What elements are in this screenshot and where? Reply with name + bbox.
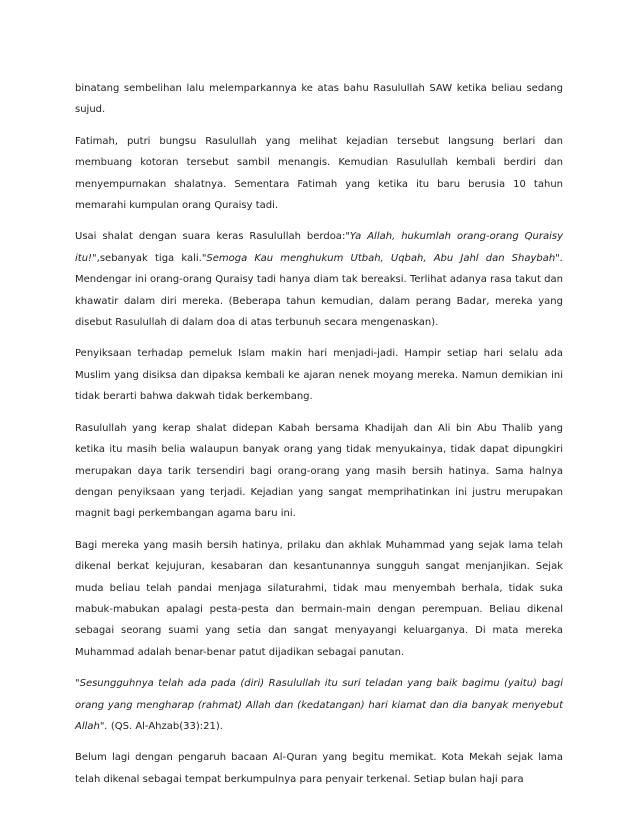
italic-text-segment: "Sesungguhnya telah ada pada (diri) Rasulullah itu suri teladan yang baik bagimu (yaitu) bagi orang yang mengharap (rahmat) Allah dan (kedatangan) hari kiamat dan dia banyak menyebut Allah". [75, 678, 563, 732]
paragraph [75, 673, 563, 737]
paragraph [75, 226, 563, 333]
paragraph [75, 418, 563, 525]
text-segment: Fatimah, putri bungsu Rasulullah yang melihat kejadian tersebut langsung berlari dan membuang kotoran tersebut sambil menangis. Kemudian Rasulullah kembali berdiri dan menyempurnakan shalatnya. Sementara Fatimah yang ketika itu baru berusia 10 tahun memarahi kumpulan orang Quraisy tadi. [75, 135, 563, 212]
italic-text-segment: "Semoga Kau menghukum Utbah, Uqbah, Abu Jahl dan Shaybah". [201, 252, 564, 264]
text-segment: Belum lagi dengan pengaruh bacaan Al-Quran yang begitu memikat. Kota Mekah sejak lama telah dikenal sebagai tempat berkumpulnya para penyair terkenal. Setiap bulan haji para [75, 752, 563, 785]
text-segment: Penyiksaan terhadap pemeluk Islam makin hari menjadi-jadi. Hampir setiap hari selalu ada Muslim yang disiksa dan dipaksa kembali ke ajaran nenek moyang mereka. Namun demikian ini tidak berarti bahwa dakwah tidak berkembang. [75, 348, 563, 403]
text-segment: Usai shalat dengan suara keras Rasulullah berdoa: [75, 231, 346, 243]
paragraph [75, 535, 563, 663]
text-segment: ,sebanyak tiga kali. [96, 252, 202, 264]
paragraph [75, 131, 563, 217]
paragraph [75, 343, 563, 407]
italic-text-segment: "Ya Allah, hukumlah orang-orang Quraisy itu!" [75, 231, 563, 264]
paragraph [75, 78, 563, 121]
text-segment: Bagi mereka yang masih bersih hatinya, prilaku dan akhlak Muhammad yang sejak lama telah dikenal berkat kejujuran, kesabaran dan kesantunannya sungguh sangat menjanjikan. Sejak muda beliau telah pandai menjaga silaturahmi, tidak mau menyembah berhala, tidak suka mabuk-mabukan apalagi pesta-pesta dan bermain-main dengan perempuan. Beliau dikenal sebagai seorang suami yang setia dan sangat menyayangi keluarganya. Di mata mereka Muhammad adalah benar-benar patut dijadikan sebagai panutan. [75, 539, 563, 658]
text-segment: binatang sembelihan lalu melemparkannya ke atas bahu Rasulullah SAW ketika beliau sedang sujud. [75, 83, 563, 116]
text-segment: Rasulullah yang kerap shalat didepan Kabah bersama Khadijah dan Ali bin Abu Thalib yang ketika itu masih belia walaupun banyak orang yang tidak menyukainya, tidak dapat dipungkiri merupakan daya tarik tersendiri bagi orang-orang yang masih bersih hatinya. Sama halnya dengan penyiksaan yang terjadi. Kejadian yang sangat memprihatinkan ini justru merupakan magnit bagi perkembangan agama baru ini. [75, 422, 563, 520]
document-body [75, 78, 563, 800]
text-segment: Mendengar ini orang-orang Quraisy tadi hanya diam tak bereaksi. Terlihat adanya rasa takut dan khawatir dalam diri mereka. (Beberapa tahun kemudian, dalam perang Badar, mereka yang disebut Rasulullah di dalam doa di atas terbunuh secara mengenaskan). [75, 274, 563, 329]
paragraph [75, 747, 563, 790]
text-segment: (QS. Al-Ahzab(33):21). [107, 720, 223, 732]
